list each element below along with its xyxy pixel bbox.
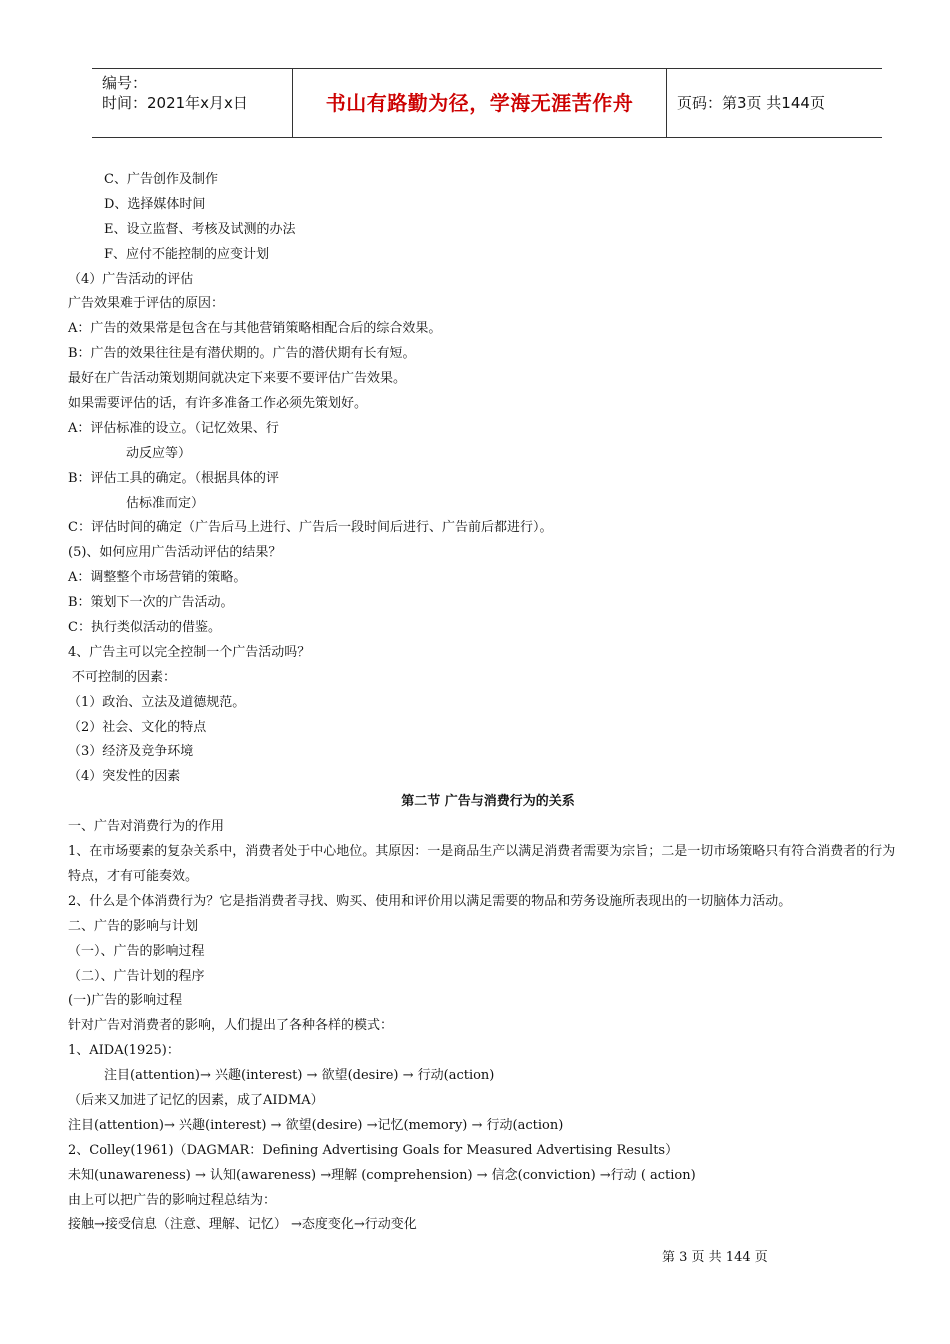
- text-line: D、选择媒体时间: [104, 196, 206, 212]
- text-line: 估标准而定）: [126, 495, 205, 511]
- text-line: （二）、广告计划的程序: [68, 968, 205, 984]
- header-meta: [92, 69, 293, 137]
- text-line: 2、什么是个体消费行为？它是指消费者寻找、购买、使用和评价用以满足需要的物品和劳务设施所表现出的一切脑体力活动。: [68, 893, 792, 909]
- text-line: 二、广告的影响与计划: [68, 918, 199, 934]
- text-line: （3）经济及竞争环境: [68, 744, 194, 760]
- text-line: （4）广告活动的评估: [68, 271, 194, 287]
- text-line: C、广告创作及制作: [104, 172, 218, 187]
- text-line: 广告效果难于评估的原因：: [68, 296, 225, 312]
- text-line: 注目(attention)→ 兴趣(interest) → 欲望(desire) →记忆(memory) → 行动(action): [68, 1117, 564, 1133]
- text-line: （4）突发性的因素: [68, 769, 181, 785]
- section-heading: 第二节 广告与消费行为的关系: [401, 794, 575, 810]
- text-line: C：执行类似活动的借鉴。: [68, 620, 221, 636]
- text-line: （2）社会、文化的特点: [68, 719, 207, 735]
- header-page-number: 页码：第3页 共144页: [677, 94, 825, 112]
- text-line: 由上可以把广告的影响过程总结为：: [68, 1192, 277, 1208]
- text-line: 如果需要评估的话，有许多准备工作必须先策划好。: [68, 396, 368, 412]
- text-line: E、设立监督、考核及试测的办法: [104, 221, 296, 237]
- text-line: (一)广告的影响过程: [68, 993, 183, 1009]
- document-body: [68, 168, 908, 1238]
- text-line: 一、广告对消费行为的作用: [68, 819, 225, 835]
- text-line: B：广告的效果往往是有潜伏期的。广告的潜伏期有长有短。: [68, 346, 416, 362]
- text-line: （1）政治、立法及道德规范。: [68, 694, 246, 710]
- text-line: （一）、广告的影响过程: [68, 943, 205, 959]
- document-number-label: 编号：: [102, 74, 148, 92]
- text-line: 不可控制的因素：: [72, 669, 177, 685]
- text-line: 动反应等）: [126, 445, 192, 461]
- text-line: C：评估时间的确定（广告后马上进行、广告后一段时间后进行、广告前后都进行）。: [68, 520, 553, 536]
- text-line: （后来又加进了记忆的因素，成了AIDMA）: [68, 1092, 324, 1108]
- document-time-label: 时间：2021年x月x日: [102, 94, 248, 112]
- text-line: B：评估工具的确定。（根据具体的评: [68, 470, 280, 486]
- text-line: A：广告的效果常是包含在与其他营销策略相配合后的综合效果。: [68, 321, 442, 337]
- header-motto: 书山有路勤为径，学海无涯苦作舟: [293, 69, 667, 137]
- text-paragraph: 1、在市场要素的复杂关系中，消费者处于中心地位。其原因：一是商品生产以满足消费者需要为宗旨；二是一切市场策略只有符合消费者的行为特点，才有可能奏效。: [68, 844, 896, 884]
- text-line: 最好在广告活动策划期间就决定下来要不要评估广告效果。: [68, 371, 407, 387]
- text-line: 接触→接受信息（注意、理解、记忆） →态度变化→行动变化: [68, 1217, 417, 1233]
- text-line: 未知(unawareness) → 认知(awareness) →理解 (comprehension) → 信念(conviction) →行动 ( action): [68, 1167, 696, 1183]
- text-line: 注目(attention)→ 兴趣(interest) → 欲望(desire) → 行动(action): [104, 1068, 495, 1084]
- text-line: 4、广告主可以完全控制一个广告活动吗？: [68, 644, 311, 660]
- text-line: (5)、如何应用广告活动评估的结果？: [68, 545, 282, 561]
- text-line: A：评估标准的设立。（记忆效果、行: [68, 420, 279, 436]
- page-header: [92, 68, 882, 138]
- text-line: A：调整整个市场营销的策略。: [68, 570, 247, 586]
- page-footer: 第 3 页 共 144 页: [662, 1250, 768, 1265]
- text-line: 1、AIDA(1925)：: [68, 1043, 180, 1059]
- text-line: 针对广告对消费者的影响，人们提出了各种各样的模式：: [68, 1018, 394, 1034]
- text-line: B：策划下一次的广告活动。: [68, 595, 234, 611]
- text-line: 2、Colley(1961)（DAGMAR：Defining Advertising Goals for Measured Advertising Results）: [68, 1142, 679, 1158]
- text-line: F、应付不能控制的应变计划: [104, 246, 270, 262]
